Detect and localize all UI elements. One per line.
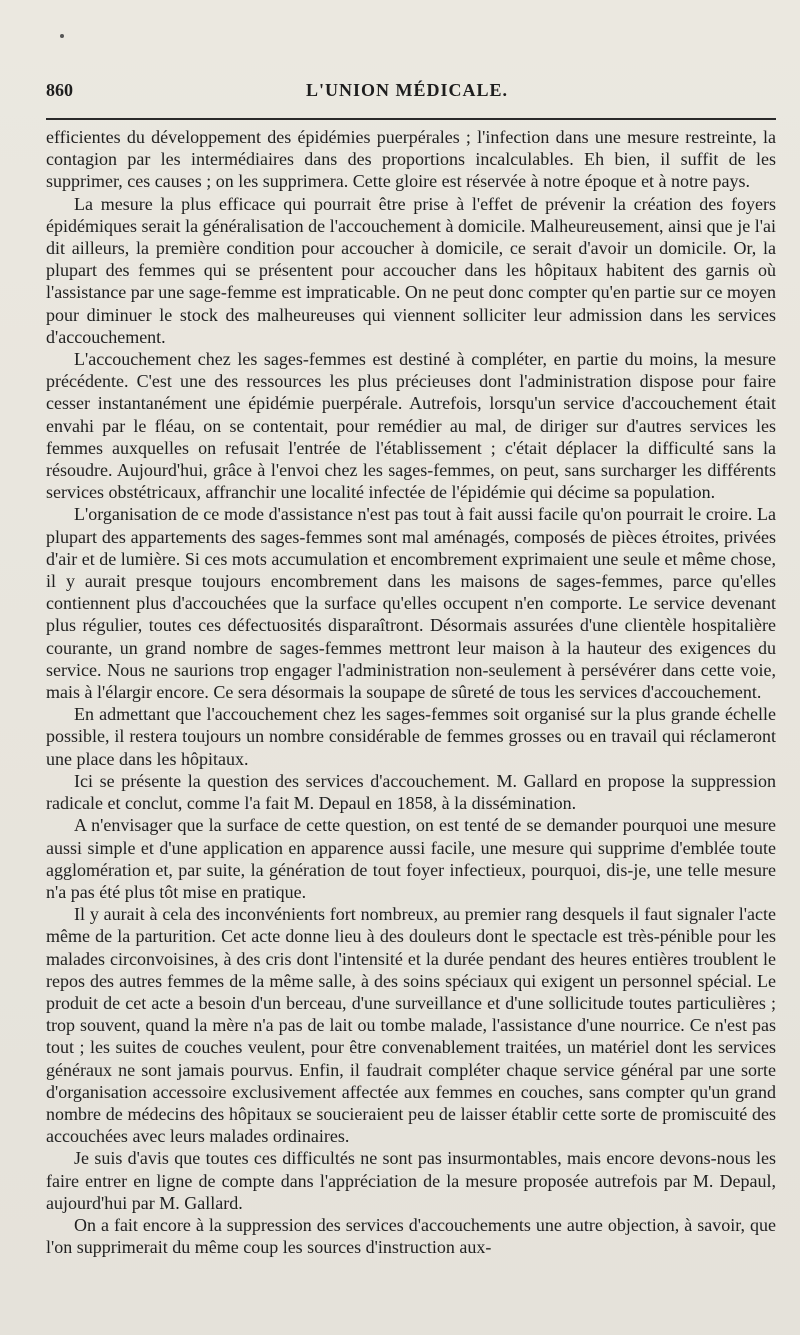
running-head: L'UNION MÉDICALE. — [306, 80, 509, 100]
page-number: 860 — [46, 80, 73, 100]
paragraph: Je suis d'avis que toutes ces difficultés ne sont pas insurmontables, mais encore devons-nous les faire entrer en ligne de compte dans l'appréciation de la mesure proposée autrefois par M. Depaul, aujourd'hui par M. Gallard. — [46, 1148, 776, 1213]
printer-dot-mark — [60, 34, 64, 38]
page-header — [46, 80, 776, 110]
body-text — [46, 126, 776, 1258]
paragraph: L'organisation de ce mode d'assistance n'est pas tout à fait aussi facile qu'on pourrait le croire. La plupart des appartements des sages-femmes sont mal aménagés, composés de pièces étroites, privées d'air et de lumière. Si ces mots accumulation et encombrement exprimaient une seule et même chose, il y aurait presque toujours encombrement dans les maisons de sages-femmes, parce qu'elles contiennent plus d'accouchées que la surface qu'elles occupent n'en comporte. Le service devenant plus régulier, toutes ces défectuosités disparaîtront. Désormais assurées d'une clientèle hospitalière courante, un grand nombre de sages-femmes mettront leur maison à la hauteur des exigences du service. Nous ne saurions trop engager l'administration non-seulement à persévérer dans cette voie, mais à l'élargir encore. Ce sera désormais la soupape de sûreté de tous les services d'accouchement. — [46, 504, 776, 703]
paragraph: La mesure la plus efficace qui pourrait être prise à l'effet de prévenir la création des foyers épidémiques serait la généralisation de l'accouchement à domicile. Malheureusement, ainsi que je l'ai dit ailleurs, la première condition pour accoucher à domicile, ce serait d'avoir un domicile. Or, la plupart des femmes qui se présentent pour accoucher dans les hôpitaux habitent des garnis où l'assistance par une sage-femme est impraticable. On ne peut donc compter qu'en partie sur ce moyen pour diminuer le stock des malheureuses qui viennent solliciter leur admission dans les services d'accouchement. — [46, 193, 776, 347]
paragraph: En admettant que l'accouchement chez les sages-femmes soit organisé sur la plus grande échelle possible, il restera toujours un nombre considérable de femmes grosses ou en travail qui réclameront une place dans les hôpitaux. — [46, 704, 776, 769]
paragraph: efficientes du développement des épidémies puerpérales ; l'infection dans une mesure restreinte, la contagion par les intermédiaires dans des proportions incalculables. Eh bien, il suffit de les supprimer, ces causes ; on les supprimera. Cette gloire est réservée à notre époque et à notre pays. — [46, 127, 776, 192]
paragraph: Ici se présente la question des services d'accouchement. M. Gallard en propose la suppression radicale et conclut, comme l'a fait M. Depaul en 1858, à la dissémination. — [46, 770, 776, 814]
paragraph: L'accouchement chez les sages-femmes est destiné à compléter, en partie du moins, la mesure précédente. C'est une des ressources les plus précieuses dont l'administration dispose pour faire cesser instantanément une épidémie puerpérale. Autrefois, lorsqu'un service d'accouchement était envahi par le fléau, on se contentait, pour remédier au mal, de diriger sur d'autres services les femmes auxquelles on refusait l'entrée de l'établissement ; c'était déplacer la difficulté sans la résoudre. Aujourd'hui, grâce à l'envoi chez les sages-femmes, on peut, sans surcharger les différents services obstétricaux, affranchir une localité infectée de l'épidémie qui décime sa population. — [46, 349, 776, 503]
header-rule — [46, 118, 776, 120]
paragraph: A n'envisager que la surface de cette question, on est tenté de se demander pourquoi une mesure aussi simple et d'une application en apparence aussi facile, une mesure qui supprime d'emblée toute agglomération et, par suite, la génération de tout foyer infectieux, pourquoi, dis-je, une telle mesure n'a pas été plus tôt mise en pratique. — [46, 815, 776, 902]
paragraph: Il y aurait à cela des inconvénients fort nombreux, au premier rang desquels il faut signaler l'acte même de la parturition. Cet acte donne lieu à des douleurs dont le spectacle est très-pénible pour les malades circonvoisines, à des cris dont l'intensité et la durée pendant des heures entières troublent le repos des autres femmes de la même salle, à des soins spéciaux qui exigent un personnel spécial. Le produit de cet acte a besoin d'un berceau, d'une surveillance et d'une sollicitude toutes particulières ; trop souvent, quand la mère n'a pas de lait ou tombe malade, l'assistance d'une nourrice. Ce n'est pas tout ; les suites de couches veulent, pour être convenablement traitées, un matériel dont les services généraux ne sont jamais pourvus. Enfin, il faudrait compléter chaque service général par une sorte d'organisation accessoire exclusivement affectée aux femmes en couches, sans compter qu'un grand nombre de médecins des hôpitaux se soucieraient peu de laisser établir cette sorte de promiscuité des accouchées avec leurs malades ordinaires. — [46, 904, 776, 1147]
paragraph: On a fait encore à la suppression des services d'accouchements une autre objection, à savoir, que l'on supprimerait du même coup les sources d'instruction aux- — [46, 1214, 776, 1258]
